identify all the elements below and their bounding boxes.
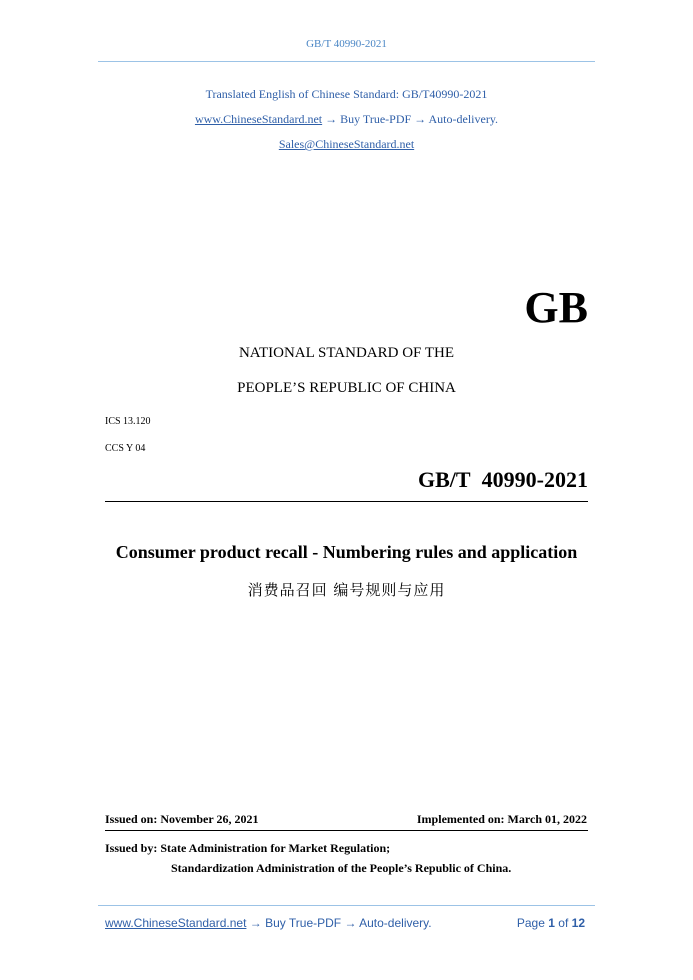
header-divider [98,61,595,62]
site-link[interactable]: www.ChineseStandard.net [194,112,323,126]
footer-divider [98,905,595,906]
sales-line [0,137,693,152]
implemented-on-date: Implemented on: March 01, 2022 [416,812,587,826]
national-standard-line2: PEOPLE’S REPUBLIC OF CHINA [237,380,456,396]
document-title-cn: 消费品召回 编号规则与应用 [247,581,446,599]
header-links-line [0,112,693,127]
national-standard-line1: NATIONAL STANDARD OF THE [238,345,455,361]
issued-on-date: Issued on: November 26, 2021 [105,812,259,826]
sales-email-link[interactable]: Sales@ChineseStandard.net [278,137,415,151]
page-current: 1 [548,916,555,930]
page-of: of [558,916,569,930]
document-title-en: Consumer product recall - Numbering rules and application [115,542,578,562]
running-header-code: GB/T 40990-2021 [306,38,387,50]
page-indicator [517,916,585,930]
issuer-line2: Standardization Administration of the People’s Republic of China. [171,861,512,875]
footer-links [105,916,432,930]
gb-mark: GB [524,283,588,332]
page-total: 12 [571,916,585,930]
buy-text: → Buy True-PDF → Auto-delivery. [325,112,499,126]
code-divider [105,501,588,502]
footer-buy-text: → Buy True-PDF → Auto-delivery. [249,916,432,930]
ccs-code: CCS Y 04 [105,443,146,454]
footer-site-link[interactable]: www.ChineseStandard.net [105,916,247,930]
issuer-block [105,838,511,878]
standard-code: GB/T 40990-2021 [417,467,588,492]
issuer-line1: Issued by: State Administration for Market Regulation; [105,841,391,855]
translation-note: Translated English of Chinese Standard: GB/T40990-2021 [205,87,488,101]
ics-code: ICS 13.120 [105,416,151,427]
dates-divider [105,830,588,831]
page-label: Page [516,916,545,930]
